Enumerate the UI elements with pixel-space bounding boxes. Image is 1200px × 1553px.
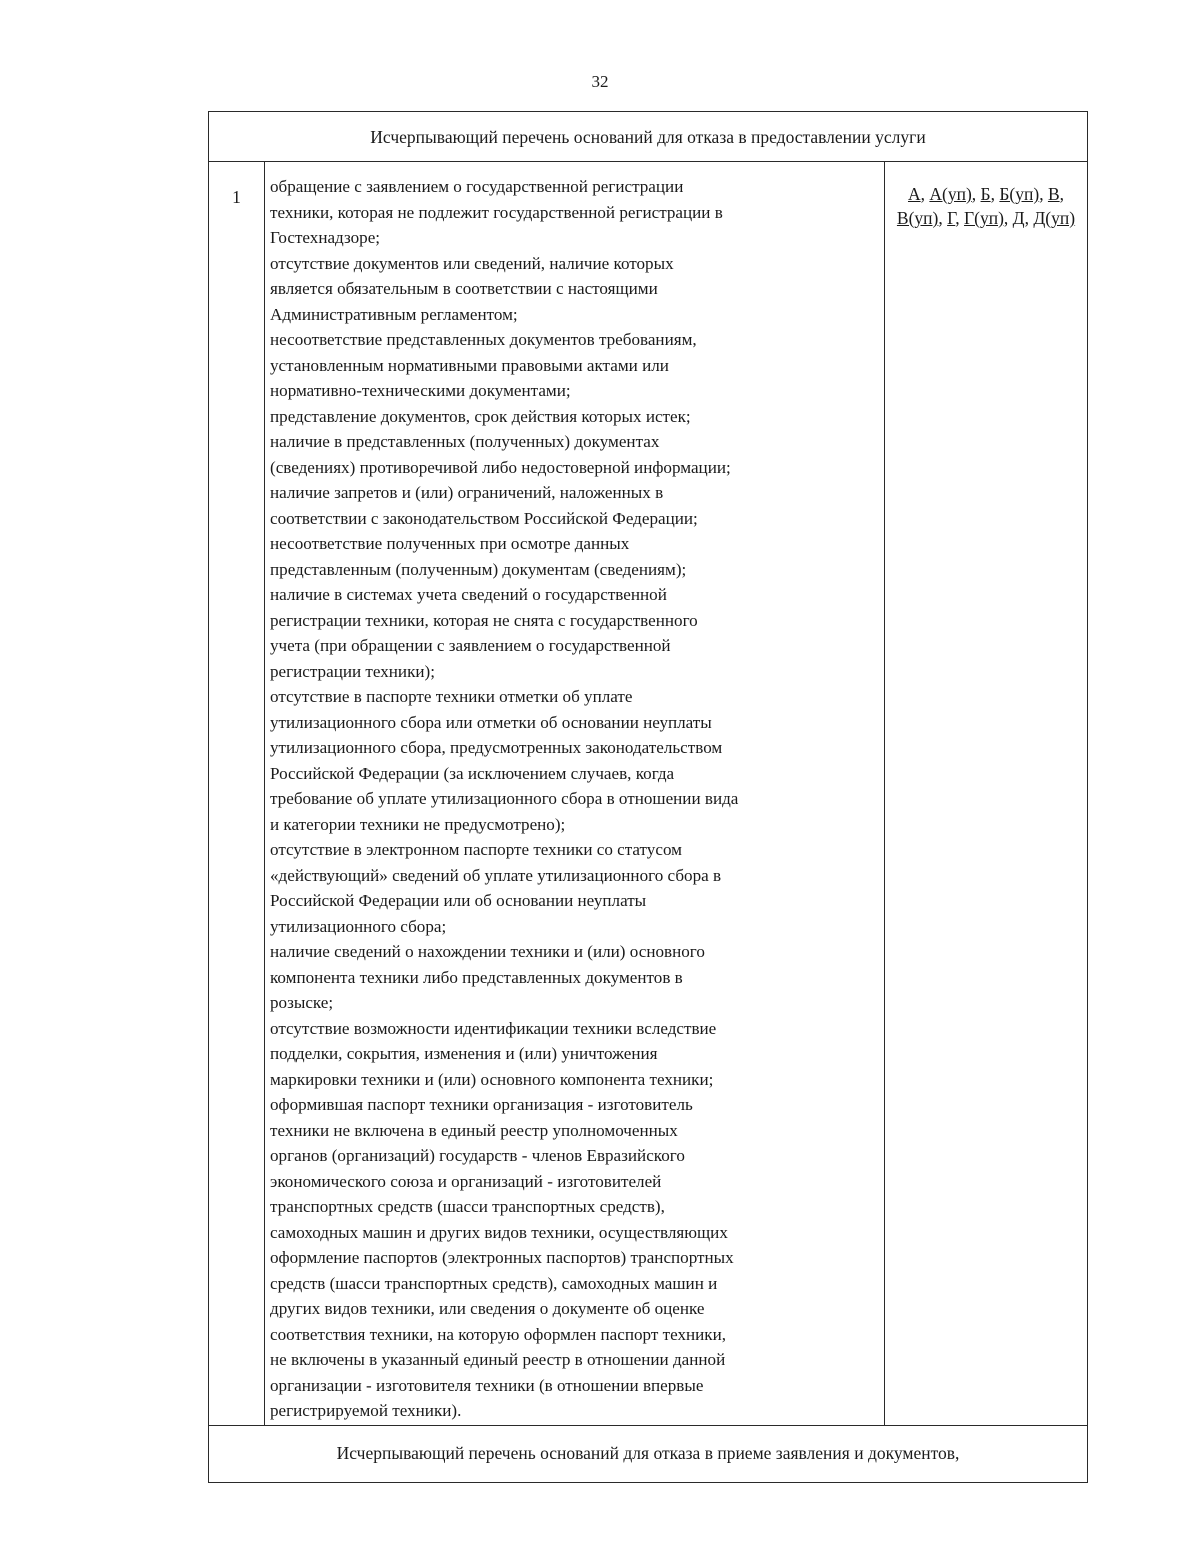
- grounds-table: [208, 111, 1088, 1483]
- text-line: средств (шасси транспортных средств), самоходных машин и: [270, 1273, 718, 1293]
- text-line: не включены в указанный единый реестр в отношении данной: [270, 1350, 726, 1369]
- reference-link[interactable]: Г: [947, 208, 956, 228]
- text-line: экономического союза и организаций - изготовителей: [270, 1171, 662, 1191]
- text-line: соответствии с законодательством Российской Федерации;: [270, 508, 698, 528]
- text-line: Российской Федерации или об основании неуплаты: [270, 891, 647, 910]
- text-line: представление документов, срок действия которых истек;: [270, 406, 691, 426]
- text-line: нормативно-техническими документами;: [270, 381, 571, 400]
- text-line: отсутствие возможности идентификации техники вследствие: [270, 1018, 717, 1038]
- reference-link[interactable]: В(уп): [896, 208, 939, 228]
- text-line: самоходных машин и других видов техники, осуществляющих: [270, 1222, 728, 1242]
- text-line: и категории техники не предусмотрено);: [270, 814, 566, 834]
- text-line: наличие в системах учета сведений о государственной: [270, 585, 667, 604]
- text-line: представленным (полученным) документам (сведениям);: [270, 559, 687, 579]
- text-line: «действующий» сведений об уплате утилизационного сбора в: [270, 865, 722, 885]
- text-line: наличие сведений о нахождении техники и (или) основного: [270, 942, 705, 961]
- text-line: соответствия техники, на которую оформлен паспорт техники,: [270, 1324, 727, 1344]
- text-line: оформившая паспорт техники организация - изготовитель: [270, 1095, 693, 1114]
- grounds-text: [265, 162, 885, 1425]
- text-line: является обязательным в соответствии с настоящими: [270, 279, 658, 298]
- text-line: Гостехнадзоре;: [270, 228, 381, 247]
- text-line: подделки, сокрытия, изменения и (или) уничтожения: [270, 1044, 658, 1063]
- text-line: техники не включена в единый реестр уполномоченных: [270, 1120, 678, 1140]
- text-line: оформление паспортов (электронных паспортов) транспортных: [270, 1248, 734, 1267]
- text-line: учета (при обращении с заявлением о государственной: [270, 636, 671, 655]
- reference-link[interactable]: А(уп): [929, 184, 972, 204]
- text-line: отсутствие в паспорте техники отметки об уплате: [270, 687, 633, 706]
- reference-link[interactable]: А: [907, 184, 921, 204]
- reference-link[interactable]: Б(уп): [999, 184, 1040, 204]
- text-line: организации - изготовителя техники (в отношении впервые: [270, 1375, 704, 1395]
- page-number: 32: [591, 72, 609, 91]
- text-line: других видов техники, или сведения о документе об оценке: [270, 1299, 705, 1318]
- text-line: требование об уплате утилизационного сбора в отношении вида: [270, 789, 739, 808]
- reference-link[interactable]: Б: [980, 184, 991, 204]
- text-line: обращение с заявлением о государственной регистрации: [270, 177, 684, 196]
- text-line: наличие запретов и (или) ограничений, наложенных в: [270, 483, 664, 502]
- table-header: Исчерпывающий перечень оснований для отказа в предоставлении услуги: [209, 112, 1087, 162]
- text-line: Административным регламентом;: [270, 304, 518, 324]
- text-line: маркировки техники и (или) основного компонента техники;: [270, 1069, 714, 1089]
- text-line: техники, которая не подлежит государственной регистрации в: [270, 202, 723, 222]
- text-line: регистрации техники, которая не снята с государственного: [270, 610, 698, 630]
- text-line: транспортных средств (шасси транспортных средств),: [270, 1197, 665, 1216]
- text-line: утилизационного сбора;: [270, 916, 447, 936]
- text-line: отсутствие документов или сведений, наличие которых: [270, 253, 674, 273]
- text-line: утилизационного сбора или отметки об основании неуплаты: [270, 712, 712, 732]
- reference-link[interactable]: Г(уп): [964, 208, 1004, 228]
- reference-link[interactable]: В: [1047, 184, 1060, 204]
- text-line: органов (организаций) государств - членов Евразийского: [270, 1146, 685, 1165]
- text-line: отсутствие в электронном паспорте техники со статусом: [270, 840, 682, 859]
- reference-link[interactable]: Д: [1012, 208, 1025, 228]
- text-line: регистрируемой техники).: [270, 1401, 462, 1420]
- row-number: 1: [209, 162, 265, 1425]
- reference-links: А, А(уп), Б, Б(уп), В, В(уп), Г, Г(уп), Д, Д(уп): [896, 184, 1076, 228]
- text-line: утилизационного сбора, предусмотренных законодательством: [270, 738, 723, 757]
- text-line: компонента техники либо представленных документов в: [270, 967, 683, 987]
- reference-link[interactable]: Д(уп): [1033, 208, 1076, 228]
- text-line: Российской Федерации (за исключением случаев, когда: [270, 763, 675, 783]
- text-line: несоответствие полученных при осмотре данных: [270, 534, 630, 553]
- text-line: регистрации техники);: [270, 661, 435, 681]
- text-line: несоответствие представленных документов требованиям,: [270, 330, 697, 349]
- text-line: розыске;: [270, 993, 334, 1012]
- text-line: установленным нормативными правовыми актами или: [270, 355, 669, 375]
- text-line: (сведениях) противоречивой либо недостоверной информации;: [270, 457, 731, 477]
- table-footer: Исчерпывающий перечень оснований для отказа в приеме заявления и документов,: [209, 1425, 1087, 1482]
- text-line: наличие в представленных (полученных) документах: [270, 432, 660, 451]
